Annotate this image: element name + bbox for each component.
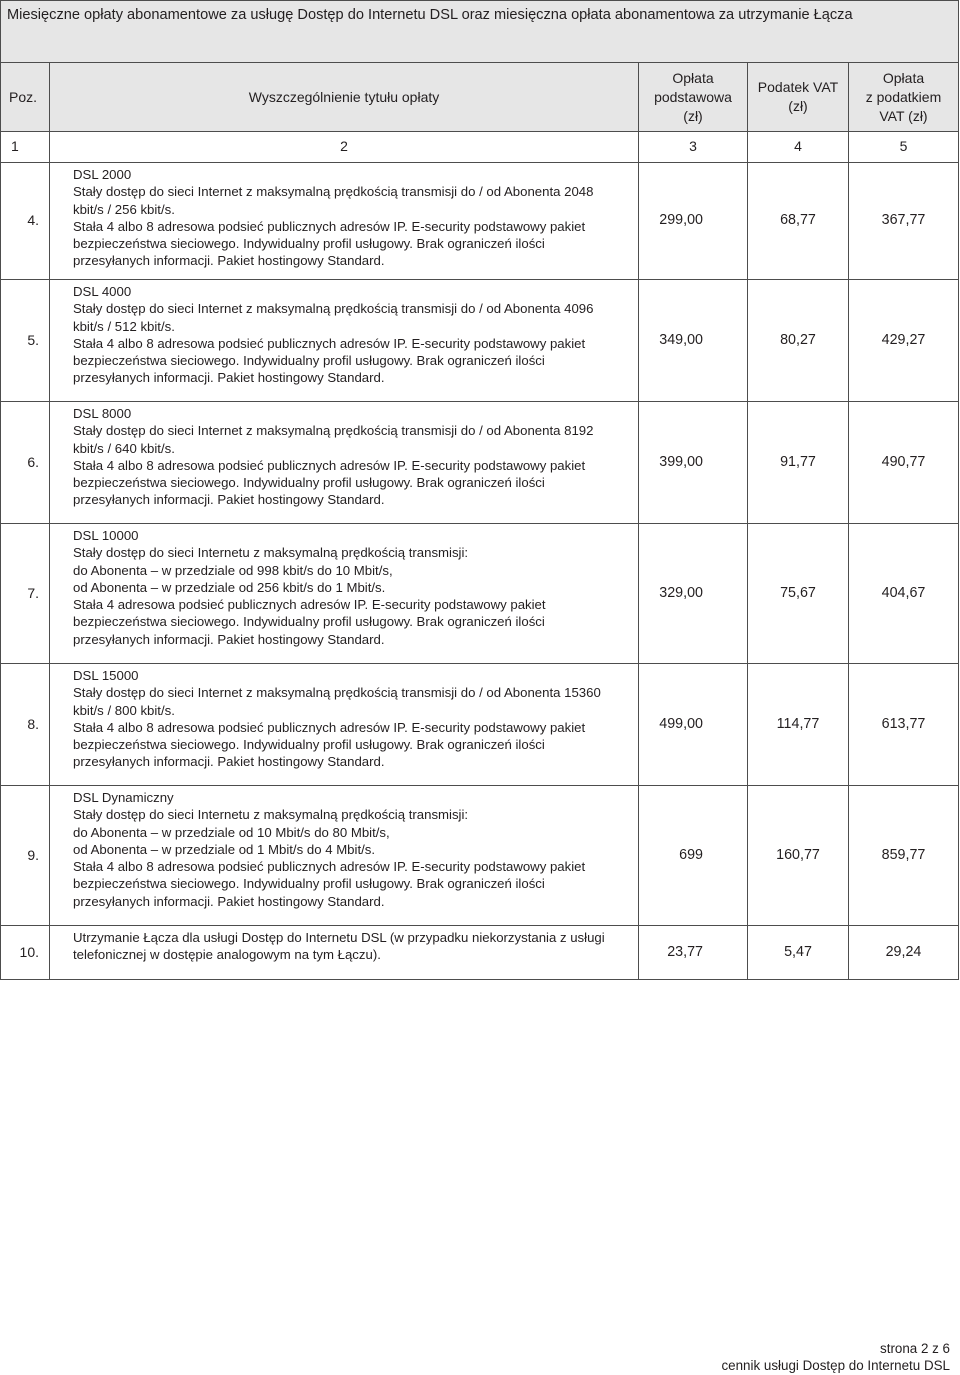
row-base-fee: 349,00 xyxy=(639,280,748,402)
row-total: 404,67 xyxy=(849,524,959,664)
row-total: 613,77 xyxy=(849,664,959,786)
document-name: cennik usługi Dostęp do Internetu DSL xyxy=(721,1358,950,1373)
table-row xyxy=(1,280,959,402)
row-description: DSL 10000 Stały dostęp do sieci Internetu z maksymalną prędkością transmisji: do Abonenta – w przedziale od 998 kbit/s do 10 Mbit/s, od Abonenta – w przedziale od 256 kbit/s do 1 Mbit/s. Stała 4 adresowa podsieć publicznych adresów IP. E-security podstawowy pakiet bezpieczeństwa sieciowego. Indywidualny profil usługowy. Brak ograniczeń ilości przesyłanych informacji. Pakiet hostingowy Standard. xyxy=(50,524,639,664)
header-description: Wyszczególnienie tytułu opłaty xyxy=(50,63,639,132)
row-vat: 80,27 xyxy=(748,280,849,402)
header-base-fee: Opłata podstawowa (zł) xyxy=(639,63,748,132)
row-index: 7. xyxy=(1,524,50,664)
table-row xyxy=(1,786,959,926)
row-index: 9. xyxy=(1,786,50,926)
row-index: 8. xyxy=(1,664,50,786)
row-base-fee: 299,00 xyxy=(639,163,748,280)
column-number: 3 xyxy=(639,132,748,163)
header-total: Opłata z podatkiem VAT (zł) xyxy=(849,63,959,132)
row-index: 5. xyxy=(1,280,50,402)
row-index: 4. xyxy=(1,163,50,280)
table-row xyxy=(1,926,959,980)
row-total: 429,27 xyxy=(849,280,959,402)
row-description: DSL 4000 Stały dostęp do sieci Internet z maksymalną prędkością transmisji do / od Abonenta 4096 kbit/s / 512 kbit/s. Stała 4 albo 8 adresowa podsieć publicznych adresów IP. E-security podstawowy pakiet bezpieczeństwa sieciowego. Indywidualny profil usługowy. Brak ograniczeń ilości przesyłanych informacji. Pakiet hostingowy Standard. xyxy=(50,280,639,402)
page-footer xyxy=(721,1340,950,1374)
table-row xyxy=(1,402,959,524)
row-base-fee: 23,77 xyxy=(639,926,748,980)
row-vat: 114,77 xyxy=(748,664,849,786)
row-vat: 75,67 xyxy=(748,524,849,664)
row-vat: 91,77 xyxy=(748,402,849,524)
column-number: 5 xyxy=(849,132,959,163)
row-base-fee: 499,00 xyxy=(639,664,748,786)
column-number: 4 xyxy=(748,132,849,163)
row-description: DSL 2000 Stały dostęp do sieci Internet z maksymalną prędkością transmisji do / od Abonenta 2048 kbit/s / 256 kbit/s. Stała 4 albo 8 adresowa podsieć publicznych adresów IP. E-security podstawowy pakiet bezpieczeństwa sieciowego. Indywidualny profil usługowy. Brak ograniczeń ilości przesyłanych informacji. Pakiet hostingowy Standard. xyxy=(50,163,639,280)
column-number: 1 xyxy=(1,132,50,163)
table-row xyxy=(1,664,959,786)
column-number: 2 xyxy=(50,132,639,163)
row-vat: 5,47 xyxy=(748,926,849,980)
table-title: Miesięczne opłaty abonamentowe za usługę Dostęp do Internetu DSL oraz miesięczna opłata abonamentowa za utrzymanie Łącza xyxy=(1,1,959,63)
row-total: 859,77 xyxy=(849,786,959,926)
row-vat: 68,77 xyxy=(748,163,849,280)
table-row xyxy=(1,163,959,280)
column-number-row xyxy=(1,132,959,163)
row-total: 367,77 xyxy=(849,163,959,280)
row-description: DSL Dynamiczny Stały dostęp do sieci Internetu z maksymalną prędkością transmisji: do Abonenta – w przedziale od 10 Mbit/s do 80 Mbit/s, od Abonenta – w przedziale od 1 Mbit/s do 4 Mbit/s. Stała 4 albo 8 adresowa podsieć publicznych adresów IP. E-security podstawowy pakiet bezpieczeństwa sieciowego. Indywidualny profil usługowy. Brak ograniczeń ilości przesyłanych informacji. Pakiet hostingowy Standard. xyxy=(50,786,639,926)
row-base-fee: 699 xyxy=(639,786,748,926)
row-total: 490,77 xyxy=(849,402,959,524)
table-row xyxy=(1,524,959,664)
row-vat: 160,77 xyxy=(748,786,849,926)
page-number: strona 2 z 6 xyxy=(880,1341,950,1356)
row-index: 10. xyxy=(1,926,50,980)
header-vat: Podatek VAT (zł) xyxy=(748,63,849,132)
row-description: Utrzymanie Łącza dla usługi Dostęp do Internetu DSL (w przypadku niekorzystania z usługi telefonicznej w dostępie analogowym na tym Łączu). xyxy=(50,926,639,980)
row-description: DSL 8000 Stały dostęp do sieci Internet z maksymalną prędkością transmisji do / od Abonenta 8192 kbit/s / 640 kbit/s. Stała 4 albo 8 adresowa podsieć publicznych adresów IP. E-security podstawowy pakiet bezpieczeństwa sieciowego. Indywidualny profil usługowy. Brak ograniczeń ilości przesyłanych informacji. Pakiet hostingowy Standard. xyxy=(50,402,639,524)
row-base-fee: 329,00 xyxy=(639,524,748,664)
row-index: 6. xyxy=(1,402,50,524)
row-base-fee: 399,00 xyxy=(639,402,748,524)
header-row xyxy=(1,63,959,132)
row-description: DSL 15000 Stały dostęp do sieci Internet z maksymalną prędkością transmisji do / od Abonenta 15360 kbit/s / 800 kbit/s. Stała 4 albo 8 adresowa podsieć publicznych adresów IP. E-security podstawowy pakiet bezpieczeństwa sieciowego. Indywidualny profil usługowy. Brak ograniczeń ilości przesyłanych informacji. Pakiet hostingowy Standard. xyxy=(50,664,639,786)
row-total: 29,24 xyxy=(849,926,959,980)
header-poz: Poz. xyxy=(1,63,50,132)
